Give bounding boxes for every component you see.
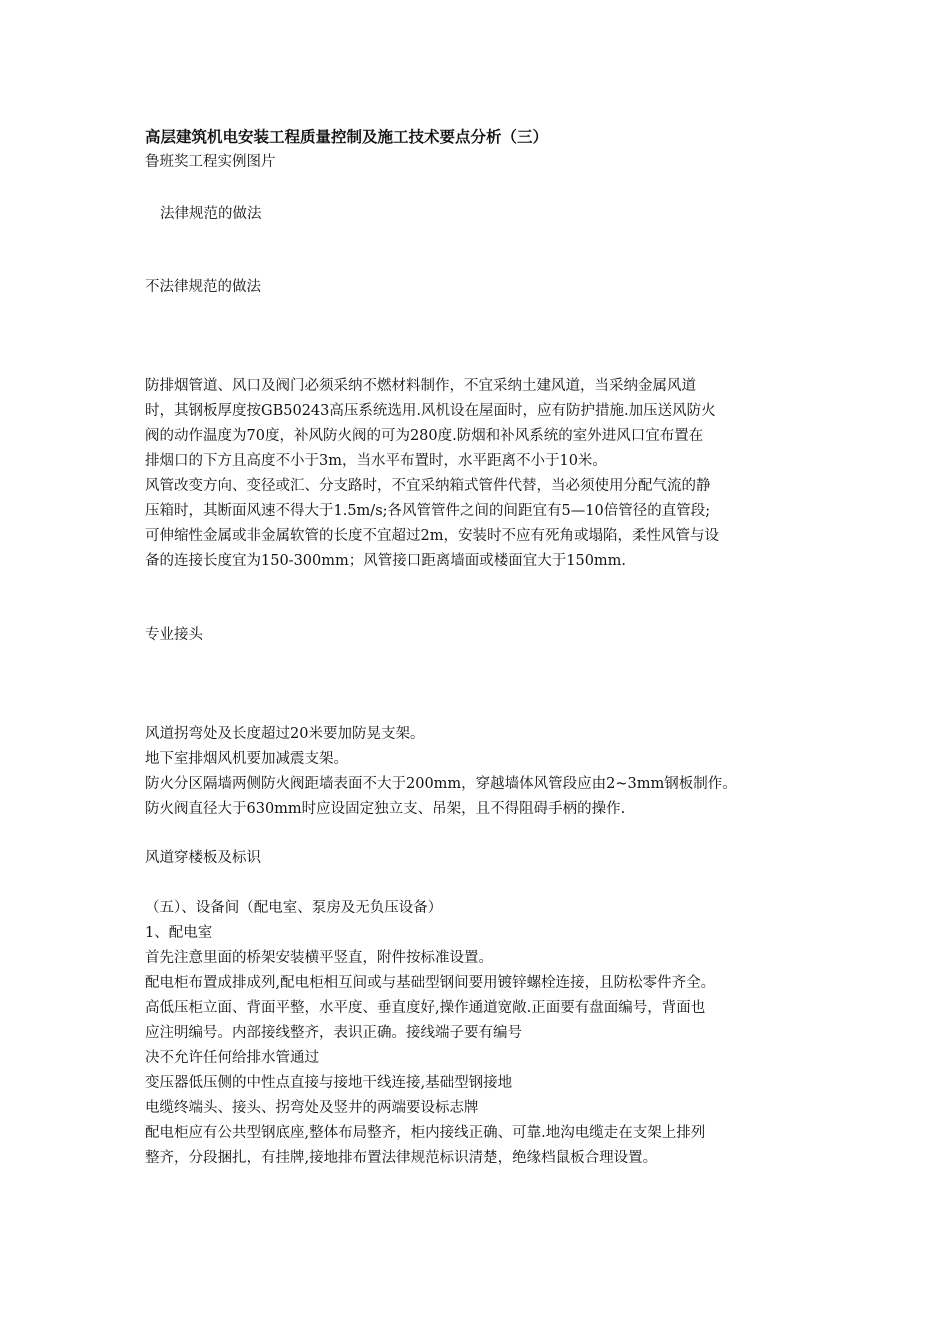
- paragraph-line: 防火阀直径大于630mm时应设固定独立支、吊架，且不得阻碍手柄的操作.: [145, 801, 626, 817]
- paragraph-line: 阀的动作温度为70度，补风防火阀的可为280度.防烟和补风系统的室外进风口宜布置在: [145, 428, 704, 444]
- caption-proper-method: 法律规范的做法: [160, 206, 262, 222]
- paragraph-line: 风管改变方向、变径或汇、分支路时，不宜采纳箱式管件代替，当必须使用分配气流的静: [145, 478, 711, 494]
- paragraph-line: 可伸缩性金属或非金属软管的长度不宜超过2m，安装时不应有死角或塌陷，柔性风管与设: [145, 528, 719, 544]
- paragraph-line: 防火分区隔墙两侧防火阀距墙表面不大于200mm，穿越墙体风管段应由2~3mm钢板制作。: [145, 776, 737, 792]
- document-subtitle: 鲁班奖工程实例图片: [145, 154, 276, 170]
- paragraph-line: 地下室排烟风机要加减震支架。: [145, 751, 348, 767]
- paragraph-line: 防排烟管道、风口及阀门必须采纳不燃材料制作，不宜采纳土建风道，当采纳金属风道: [145, 378, 696, 394]
- caption-improper-method: 不法律规范的做法: [145, 279, 261, 295]
- caption-duct-floor-penetration: 风道穿楼板及标识: [145, 850, 261, 866]
- paragraph-line: 配电柜布置成排成列,配电柜相互间或与基础型钢间要用镀锌螺栓连接，且防松零件齐全。: [145, 975, 716, 991]
- subsection-heading: 1、配电室: [145, 925, 213, 941]
- paragraph-line: 电缆终端头、接头、拐弯处及竖井的两端要设标志牌: [145, 1100, 479, 1116]
- paragraph-line: 风道拐弯处及长度超过20米要加防晃支架。: [145, 726, 425, 742]
- paragraph-line: 备的连接长度宜为150-300mm；风管接口距离墙面或楼面宜大于150mm.: [145, 553, 627, 569]
- paragraph-line: 压箱时，其断面风速不得大于1.5m/s;各风管管件之间的间距宜有5—10倍管径的直管段;: [145, 503, 711, 519]
- paragraph-line: 高低压柜立面、背面平整，水平度、垂直度好,操作通道宽敞.正面要有盘面编号，背面也: [145, 1000, 706, 1016]
- section-heading: （五）、设备间（配电室、泵房及无负压设备）: [145, 900, 443, 916]
- paragraph-line: 配电柜应有公共型钢底座,整体布局整齐，柜内接线正确、可靠.地沟电缆走在支架上排列: [145, 1125, 706, 1141]
- paragraph-line: 应注明编号。内部接线整齐，表识正确。接线端子要有编号: [145, 1025, 522, 1041]
- paragraph-line: 决不允许任何给排水管通过: [145, 1050, 319, 1066]
- caption-professional-joint: 专业接头: [145, 627, 203, 643]
- paragraph-line: 变压器低压侧的中性点直接与接地干线连接,基础型钢接地: [145, 1075, 513, 1091]
- paragraph-line: 时，其钢板厚度按GB50243高压系统选用.风机设在屋面时，应有防护措施.加压送风防火: [145, 403, 716, 419]
- paragraph-line: 首先注意里面的桥架安装横平竖直，附件按标准设置。: [145, 950, 493, 966]
- paragraph-line: 整齐，分段捆扎，有挂牌,接地排布置法律规范标识清楚，绝缘档鼠板合理设置。: [145, 1150, 658, 1166]
- document-title: 高层建筑机电安装工程质量控制及施工技术要点分析（三）: [145, 127, 549, 146]
- paragraph-line: 排烟口的下方且高度不小于3m，当水平布置时，水平距离不小于10米。: [145, 453, 607, 469]
